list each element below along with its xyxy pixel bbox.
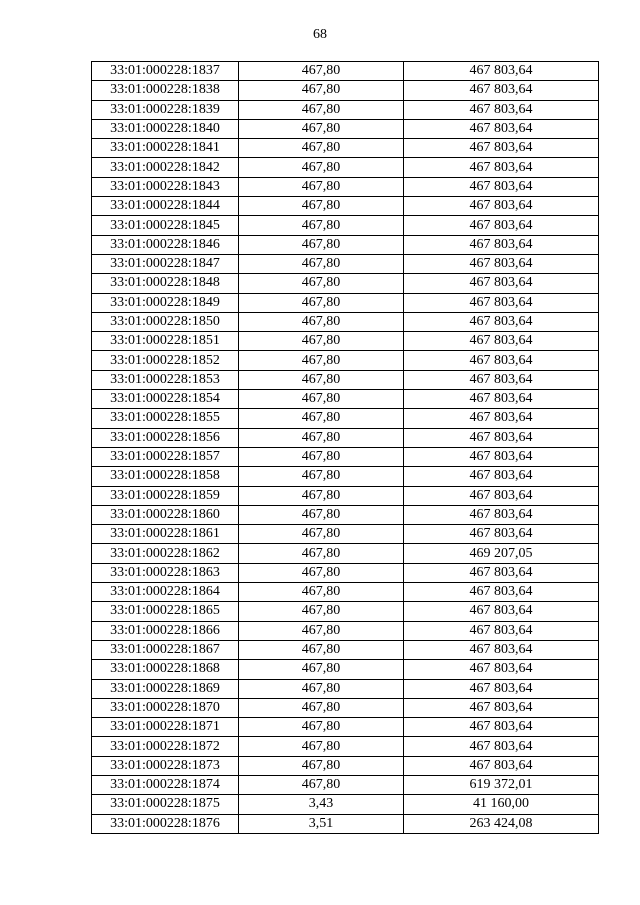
table-row	[92, 216, 599, 235]
area-cell: 467,80	[239, 698, 404, 717]
table-row	[92, 351, 599, 370]
value-cell: 467 803,64	[404, 505, 599, 524]
area-cell: 467,80	[239, 525, 404, 544]
cadastral-number-cell: 33:01:000228:1854	[92, 390, 239, 409]
area-cell: 467,80	[239, 158, 404, 177]
cadastral-number-cell: 33:01:000228:1853	[92, 370, 239, 389]
table-row	[92, 332, 599, 351]
table-row	[92, 602, 599, 621]
cadastral-number-cell: 33:01:000228:1840	[92, 119, 239, 138]
value-cell: 263 424,08	[404, 814, 599, 833]
table-row	[92, 293, 599, 312]
value-cell: 467 803,64	[404, 81, 599, 100]
cadastral-number-cell: 33:01:000228:1861	[92, 525, 239, 544]
value-cell: 467 803,64	[404, 351, 599, 370]
table-row	[92, 254, 599, 273]
cadastral-number-cell: 33:01:000228:1873	[92, 756, 239, 775]
cadastral-number-cell: 33:01:000228:1849	[92, 293, 239, 312]
cadastral-number-cell: 33:01:000228:1852	[92, 351, 239, 370]
table-row	[92, 139, 599, 158]
value-cell: 467 803,64	[404, 467, 599, 486]
table-row	[92, 409, 599, 428]
value-cell: 41 160,00	[404, 795, 599, 814]
cadastral-number-cell: 33:01:000228:1860	[92, 505, 239, 524]
table-body	[92, 62, 599, 834]
cadastral-number-cell: 33:01:000228:1839	[92, 100, 239, 119]
area-cell: 467,80	[239, 718, 404, 737]
area-cell: 467,80	[239, 235, 404, 254]
area-cell: 467,80	[239, 312, 404, 331]
table-row	[92, 814, 599, 833]
value-cell: 467 803,64	[404, 486, 599, 505]
value-cell: 467 803,64	[404, 332, 599, 351]
cadastral-number-cell: 33:01:000228:1851	[92, 332, 239, 351]
area-cell: 467,80	[239, 621, 404, 640]
area-cell: 467,80	[239, 428, 404, 447]
cadastral-number-cell: 33:01:000228:1856	[92, 428, 239, 447]
cadastral-number-cell: 33:01:000228:1871	[92, 718, 239, 737]
table-row	[92, 119, 599, 138]
table-row	[92, 505, 599, 524]
area-cell: 467,80	[239, 62, 404, 81]
cadastral-number-cell: 33:01:000228:1845	[92, 216, 239, 235]
cadastral-number-cell: 33:01:000228:1859	[92, 486, 239, 505]
area-cell: 3,43	[239, 795, 404, 814]
table-row	[92, 525, 599, 544]
table-row	[92, 640, 599, 659]
table-row	[92, 177, 599, 196]
cadastral-number-cell: 33:01:000228:1875	[92, 795, 239, 814]
area-cell: 467,80	[239, 544, 404, 563]
cadastral-number-cell: 33:01:000228:1866	[92, 621, 239, 640]
area-cell: 467,80	[239, 370, 404, 389]
value-cell: 467 803,64	[404, 390, 599, 409]
table-row	[92, 486, 599, 505]
cadastral-number-cell: 33:01:000228:1844	[92, 197, 239, 216]
value-cell: 467 803,64	[404, 119, 599, 138]
value-cell: 467 803,64	[404, 312, 599, 331]
value-cell: 467 803,64	[404, 100, 599, 119]
table-row	[92, 621, 599, 640]
table-row	[92, 467, 599, 486]
value-cell: 467 803,64	[404, 158, 599, 177]
cadastral-number-cell: 33:01:000228:1848	[92, 274, 239, 293]
cadastral-number-cell: 33:01:000228:1868	[92, 660, 239, 679]
value-cell: 467 803,64	[404, 409, 599, 428]
value-cell: 467 803,64	[404, 756, 599, 775]
area-cell: 467,80	[239, 197, 404, 216]
value-cell: 467 803,64	[404, 177, 599, 196]
area-cell: 467,80	[239, 139, 404, 158]
cadastral-number-cell: 33:01:000228:1841	[92, 139, 239, 158]
table-row	[92, 737, 599, 756]
table-row	[92, 62, 599, 81]
table-row	[92, 583, 599, 602]
table-row	[92, 679, 599, 698]
value-cell: 467 803,64	[404, 698, 599, 717]
area-cell: 3,51	[239, 814, 404, 833]
table-row	[92, 718, 599, 737]
table-row	[92, 544, 599, 563]
table-row	[92, 447, 599, 466]
table-row	[92, 312, 599, 331]
cadastral-number-cell: 33:01:000228:1864	[92, 583, 239, 602]
table-row	[92, 197, 599, 216]
value-cell: 469 207,05	[404, 544, 599, 563]
value-cell: 467 803,64	[404, 254, 599, 273]
table-row	[92, 158, 599, 177]
cadastral-number-cell: 33:01:000228:1843	[92, 177, 239, 196]
cadastral-number-cell: 33:01:000228:1865	[92, 602, 239, 621]
table-row	[92, 81, 599, 100]
area-cell: 467,80	[239, 756, 404, 775]
area-cell: 467,80	[239, 583, 404, 602]
cadastral-number-cell: 33:01:000228:1872	[92, 737, 239, 756]
table-row	[92, 390, 599, 409]
area-cell: 467,80	[239, 640, 404, 659]
value-cell: 467 803,64	[404, 274, 599, 293]
value-cell: 467 803,64	[404, 640, 599, 659]
cadastral-number-cell: 33:01:000228:1842	[92, 158, 239, 177]
area-cell: 467,80	[239, 332, 404, 351]
area-cell: 467,80	[239, 679, 404, 698]
area-cell: 467,80	[239, 447, 404, 466]
area-cell: 467,80	[239, 486, 404, 505]
area-cell: 467,80	[239, 390, 404, 409]
value-cell: 467 803,64	[404, 235, 599, 254]
cadastral-number-cell: 33:01:000228:1837	[92, 62, 239, 81]
table-row	[92, 775, 599, 794]
cadastral-number-cell: 33:01:000228:1857	[92, 447, 239, 466]
area-cell: 467,80	[239, 775, 404, 794]
value-cell: 467 803,64	[404, 525, 599, 544]
value-cell: 467 803,64	[404, 583, 599, 602]
table-row	[92, 756, 599, 775]
cadastral-number-cell: 33:01:000228:1862	[92, 544, 239, 563]
value-cell: 467 803,64	[404, 197, 599, 216]
value-cell: 467 803,64	[404, 447, 599, 466]
table-row	[92, 563, 599, 582]
cadastral-number-cell: 33:01:000228:1867	[92, 640, 239, 659]
value-cell: 467 803,64	[404, 428, 599, 447]
area-cell: 467,80	[239, 81, 404, 100]
area-cell: 467,80	[239, 409, 404, 428]
area-cell: 467,80	[239, 100, 404, 119]
cadastral-number-cell: 33:01:000228:1855	[92, 409, 239, 428]
table-row	[92, 235, 599, 254]
cadastral-number-cell: 33:01:000228:1846	[92, 235, 239, 254]
value-cell: 467 803,64	[404, 216, 599, 235]
area-cell: 467,80	[239, 119, 404, 138]
value-cell: 467 803,64	[404, 370, 599, 389]
table-row	[92, 274, 599, 293]
cadastral-number-cell: 33:01:000228:1858	[92, 467, 239, 486]
area-cell: 467,80	[239, 737, 404, 756]
value-cell: 467 803,64	[404, 660, 599, 679]
cadastral-number-cell: 33:01:000228:1869	[92, 679, 239, 698]
area-cell: 467,80	[239, 274, 404, 293]
area-cell: 467,80	[239, 293, 404, 312]
value-cell: 467 803,64	[404, 139, 599, 158]
table-row	[92, 370, 599, 389]
area-cell: 467,80	[239, 660, 404, 679]
cadastral-number-cell: 33:01:000228:1847	[92, 254, 239, 273]
table-row	[92, 428, 599, 447]
area-cell: 467,80	[239, 254, 404, 273]
area-cell: 467,80	[239, 505, 404, 524]
cadastral-number-cell: 33:01:000228:1863	[92, 563, 239, 582]
table-row	[92, 698, 599, 717]
area-cell: 467,80	[239, 177, 404, 196]
area-cell: 467,80	[239, 563, 404, 582]
value-cell: 467 803,64	[404, 293, 599, 312]
table-row	[92, 795, 599, 814]
data-table	[91, 61, 599, 834]
area-cell: 467,80	[239, 351, 404, 370]
value-cell: 467 803,64	[404, 62, 599, 81]
cadastral-number-cell: 33:01:000228:1850	[92, 312, 239, 331]
cadastral-number-cell: 33:01:000228:1870	[92, 698, 239, 717]
page-number: 68	[313, 27, 327, 42]
table-row	[92, 100, 599, 119]
value-cell: 467 803,64	[404, 679, 599, 698]
cadastral-number-cell: 33:01:000228:1838	[92, 81, 239, 100]
value-cell: 467 803,64	[404, 718, 599, 737]
value-cell: 467 803,64	[404, 621, 599, 640]
value-cell: 467 803,64	[404, 737, 599, 756]
value-cell: 467 803,64	[404, 563, 599, 582]
cadastral-number-cell: 33:01:000228:1876	[92, 814, 239, 833]
area-cell: 467,80	[239, 467, 404, 486]
cadastral-number-cell: 33:01:000228:1874	[92, 775, 239, 794]
table-row	[92, 660, 599, 679]
area-cell: 467,80	[239, 602, 404, 621]
value-cell: 467 803,64	[404, 602, 599, 621]
area-cell: 467,80	[239, 216, 404, 235]
value-cell: 619 372,01	[404, 775, 599, 794]
